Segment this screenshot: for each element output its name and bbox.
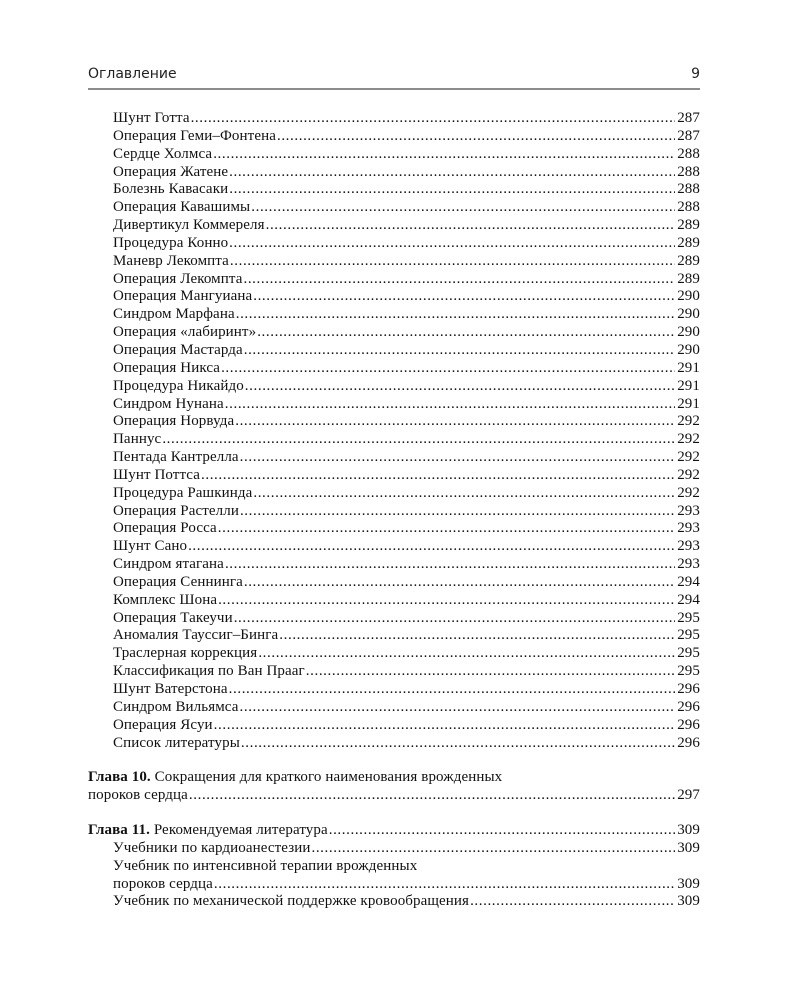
toc-entry-title: Операция Геми–Фонтена	[113, 127, 276, 144]
leader-dots	[235, 413, 675, 431]
toc-entry-title: Операция Ясуи	[113, 716, 213, 733]
leader-dots	[243, 271, 675, 289]
toc-entry-page: 289	[677, 270, 700, 287]
toc-entry[interactable]	[88, 449, 700, 467]
toc-entry[interactable]	[88, 520, 700, 538]
toc-entry-page: 290	[677, 288, 700, 305]
toc-entry-page: 294	[677, 591, 700, 608]
toc-entry-title: Операция Такеучи	[113, 609, 233, 626]
chapter-10-label: Глава 10.	[88, 769, 151, 786]
leader-dots	[225, 396, 675, 414]
chapter-11-title-wrap	[88, 822, 328, 840]
leader-dots	[329, 822, 675, 840]
toc-entry-title: Операция Жатене	[113, 163, 229, 180]
leader-dots	[311, 840, 675, 858]
toc-entry[interactable]	[88, 271, 700, 289]
toc-entry-title: Траслерная коррекция	[113, 645, 258, 662]
toc-entry-title: Учебники по кардиоанестезии	[113, 839, 311, 856]
toc-entry[interactable]	[88, 217, 700, 235]
toc-entry[interactable]	[88, 592, 700, 610]
toc-entry-page: 288	[677, 145, 700, 162]
toc-entry-page: 289	[677, 217, 700, 234]
running-header	[88, 66, 700, 86]
leader-dots	[245, 378, 675, 396]
chapter-10-entry[interactable]	[88, 769, 700, 805]
toc-entry[interactable]	[88, 467, 700, 485]
toc-entry[interactable]	[88, 840, 700, 858]
toc-entry-page: 288	[677, 181, 700, 198]
leader-dots	[189, 787, 675, 805]
toc-entry[interactable]	[88, 503, 700, 521]
toc-entry-page: 292	[677, 466, 700, 483]
toc-entry[interactable]	[88, 128, 700, 146]
leader-dots	[240, 503, 675, 521]
chapter-11-page: 309	[677, 822, 700, 839]
chapter-11-label: Глава 11.	[88, 822, 150, 839]
toc-entry-page: 291	[677, 395, 700, 412]
leader-dots	[229, 235, 675, 253]
toc-entry-page: 290	[677, 341, 700, 358]
toc-entry-title: Операция Норвуда	[113, 413, 235, 430]
toc-entry-page: 296	[677, 698, 700, 715]
toc-entry-title: Список литературы	[113, 734, 240, 751]
leader-dots	[258, 645, 675, 663]
toc-entry-page: 287	[677, 110, 700, 126]
leader-dots	[201, 467, 675, 485]
toc-entry[interactable]	[88, 681, 700, 699]
toc-entry-page: 293	[677, 556, 700, 573]
toc-entry[interactable]	[88, 342, 700, 360]
toc-entry-title: Аномалия Тауссиг–Бинга	[113, 627, 279, 644]
toc-entry-title: Учебник по механической поддержке кровообращения	[113, 893, 470, 910]
toc-entry-title: Процедура Никайдо	[113, 377, 244, 394]
toc-entry[interactable]	[88, 288, 700, 306]
toc-entry-page: 309	[677, 875, 700, 892]
toc-entry[interactable]	[88, 485, 700, 503]
toc-entry-page: 295	[677, 627, 700, 644]
toc-entry[interactable]	[88, 306, 700, 324]
toc-entry-title: Процедура Конно	[113, 234, 229, 251]
toc-entry-page: 309	[677, 839, 700, 856]
leader-dots	[230, 253, 675, 271]
leader-dots	[229, 681, 676, 699]
toc-entry[interactable]	[88, 876, 700, 894]
leader-dots	[257, 324, 675, 342]
chapter-10-title-line2: пороков сердца	[88, 787, 188, 804]
toc-entry[interactable]	[88, 431, 700, 449]
toc-entry-title: Маневр Лекомпта	[113, 252, 229, 269]
toc-entry-page: 292	[677, 413, 700, 430]
chapter-10-title-line1: Сокращения для краткого наименования врожденных	[154, 769, 503, 786]
toc-entry-page: 296	[677, 681, 700, 697]
leader-dots	[191, 110, 676, 128]
chapter-11-title: Рекомендуемая литература	[153, 822, 328, 839]
leader-dots	[470, 893, 675, 911]
toc-entry-title: Операция Никса	[113, 359, 221, 376]
entry-list	[88, 110, 700, 752]
leader-dots	[240, 699, 676, 717]
leader-dots	[218, 520, 675, 538]
toc-entry-title: Операция Сеннинга	[113, 573, 243, 590]
toc-entry-page: 294	[677, 573, 700, 590]
leader-dots	[236, 306, 675, 324]
toc-entry-page: 289	[677, 234, 700, 251]
chapter-10-continuation	[88, 787, 700, 805]
leader-dots	[277, 128, 675, 146]
toc-entry-title: Комплекс Шона	[113, 591, 218, 608]
leader-dots	[213, 146, 675, 164]
leader-dots	[218, 592, 675, 610]
toc-entry[interactable]	[88, 378, 700, 396]
header-title: Оглавление	[88, 66, 177, 82]
toc-entry-title: Шунт Сано	[113, 538, 188, 555]
toc-entry-title: Процедура Рашкинда	[113, 484, 253, 501]
toc-entry-page: 292	[677, 449, 700, 466]
toc-entry[interactable]	[88, 699, 700, 717]
toc-entry-title: Пентада Кантрелла	[113, 449, 239, 466]
toc-entry[interactable]	[88, 610, 700, 628]
leader-dots	[279, 627, 675, 645]
chapter-10-heading	[88, 769, 700, 787]
toc-entry[interactable]	[88, 413, 700, 431]
leader-dots	[214, 876, 675, 894]
toc-entry[interactable]	[88, 735, 700, 753]
toc-entry[interactable]	[88, 663, 700, 681]
leader-dots	[251, 199, 675, 217]
chapter-11-entry[interactable]	[88, 822, 700, 911]
toc-entry-title: Операция Кавашимы	[113, 199, 251, 216]
leader-dots	[214, 717, 676, 735]
leader-dots	[188, 538, 675, 556]
toc-entry-page: 295	[677, 663, 700, 680]
header-divider	[88, 88, 700, 90]
header-page-number: 9	[691, 66, 700, 82]
toc-entry-page: 296	[677, 734, 700, 751]
toc-entry-page: 295	[677, 645, 700, 662]
toc-entry[interactable]	[88, 538, 700, 556]
toc-entry[interactable]	[88, 164, 700, 182]
leader-dots	[244, 574, 675, 592]
toc-entry-title: Классификация по Ван Прааг	[113, 663, 305, 680]
chapter-11-heading	[88, 822, 700, 840]
toc-entry-title: Шунт Ватерстона	[113, 681, 228, 697]
toc-entry[interactable]	[88, 146, 700, 164]
leader-dots	[229, 181, 675, 199]
toc-entry-title: Синдром Марфана	[113, 306, 235, 323]
toc-entry[interactable]	[88, 574, 700, 592]
toc-entry[interactable]	[88, 396, 700, 414]
toc-entry[interactable]	[88, 893, 700, 911]
toc-entry[interactable]	[88, 199, 700, 217]
toc-entry-title: Шунт Поттса	[113, 466, 200, 483]
leader-dots	[240, 449, 676, 467]
toc-entry[interactable]	[88, 645, 700, 663]
toc-entry-page: 292	[677, 484, 700, 501]
toc-entry-title: Шунт Готта	[113, 110, 190, 126]
toc-entry-title: Операция Мастарда	[113, 341, 243, 358]
toc-entry-page: 293	[677, 502, 700, 519]
toc-entry-page: 309	[677, 893, 700, 910]
toc-entry-page: 288	[677, 163, 700, 180]
toc-entry-title: Синдром ятагана	[113, 556, 224, 573]
toc-entry[interactable]	[88, 627, 700, 645]
toc-entry[interactable]	[88, 253, 700, 271]
toc-entry-page: 296	[677, 716, 700, 733]
leader-dots	[225, 556, 675, 574]
toc-entry-title: Операция Лекомпта	[113, 270, 243, 287]
toc-entry-title: Операция Растелли	[113, 502, 239, 519]
toc-entry-page: 291	[677, 359, 700, 376]
toc-entry-page: 287	[677, 127, 700, 144]
toc-entry[interactable]	[88, 556, 700, 574]
toc-entry-page: 291	[677, 377, 700, 394]
toc-entry[interactable]	[88, 110, 700, 128]
toc-entry-page: 293	[677, 538, 700, 555]
leader-dots	[221, 360, 675, 378]
leader-dots	[234, 610, 675, 628]
leader-dots	[253, 288, 675, 306]
toc-entry-page: 293	[677, 520, 700, 537]
toc-entry-title: Операция Росса	[113, 520, 217, 537]
toc-entry-title: Паннус	[113, 431, 162, 448]
toc-entry-title: Операция «лабиринт»	[113, 324, 257, 341]
toc-entry-title: Болезнь Кавасаки	[113, 181, 229, 198]
leader-dots	[229, 164, 675, 182]
leader-dots	[253, 485, 675, 503]
toc-entry[interactable]	[88, 181, 700, 199]
toc-entry-title-line2: пороков сердца	[113, 875, 213, 892]
toc-entry-title: Синдром Вильямса	[113, 698, 239, 715]
leader-dots	[162, 431, 675, 449]
toc-entry-title: Сердце Холмса	[113, 145, 213, 162]
toc-entry-page: 295	[677, 609, 700, 626]
toc-entry-page: 289	[677, 252, 700, 269]
toc-entry-page: 288	[677, 199, 700, 216]
leader-dots	[244, 342, 675, 360]
toc-entry-title: Синдром Нунана	[113, 395, 224, 412]
toc-entry-title: Операция Мангуиана	[113, 288, 253, 305]
toc-entry[interactable]	[88, 360, 700, 378]
leader-dots	[266, 217, 676, 235]
toc-entry[interactable]	[88, 324, 700, 342]
toc-entry-page: 290	[677, 306, 700, 323]
toc-entry[interactable]	[88, 235, 700, 253]
toc-entry-title: Дивертикул Коммереля	[113, 217, 265, 234]
toc-entry-page: 292	[677, 431, 700, 448]
leader-dots	[306, 663, 675, 681]
chapter-10-page: 297	[677, 787, 700, 804]
toc-entry-page: 290	[677, 324, 700, 341]
leader-dots	[241, 735, 675, 753]
toc-entry-title-line1[interactable]: Учебник по интенсивной терапии врожденных	[113, 857, 418, 874]
toc-entry[interactable]	[88, 717, 700, 735]
table-of-contents	[88, 110, 700, 911]
